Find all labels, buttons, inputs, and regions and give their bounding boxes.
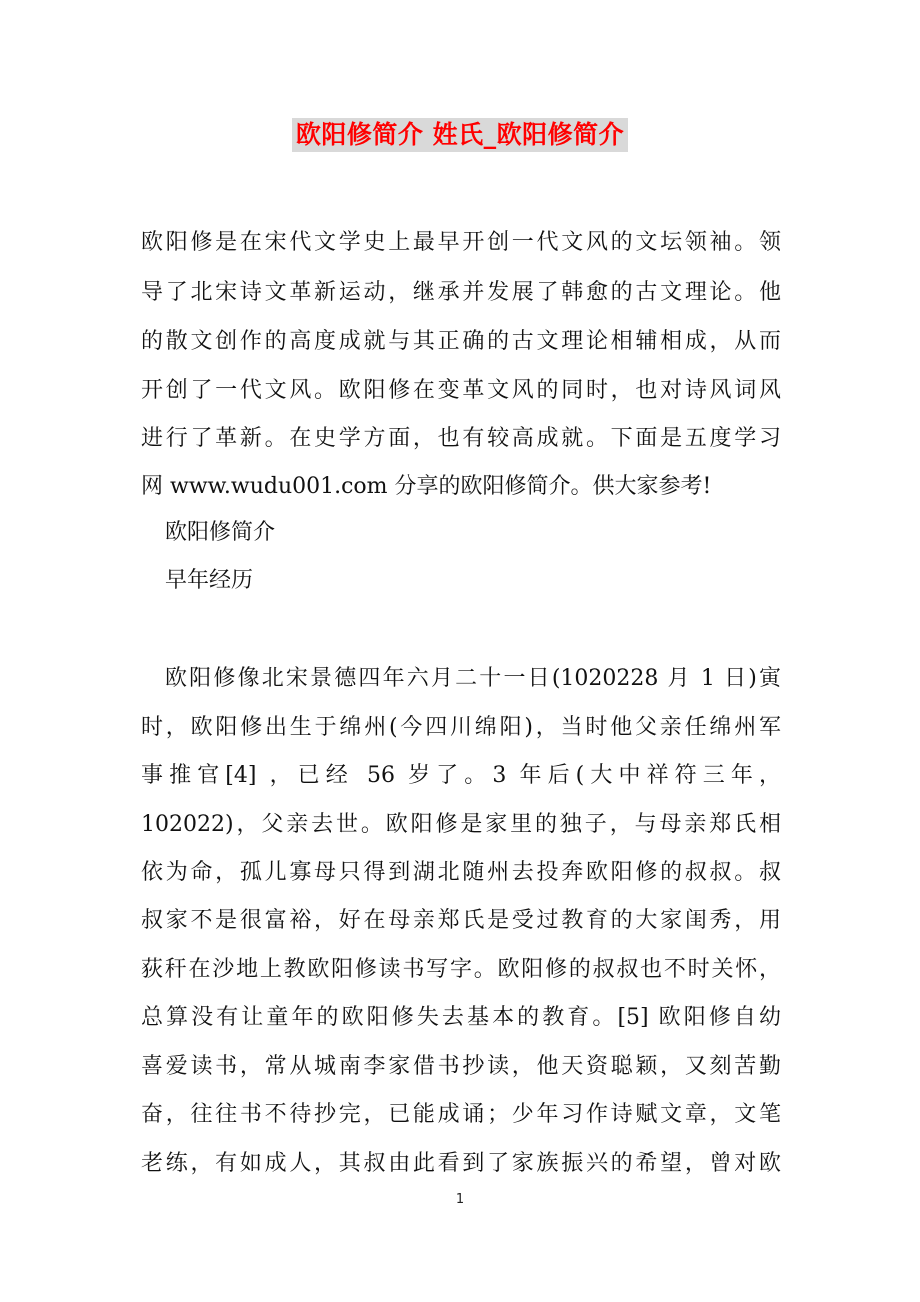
subsection-heading: 早年经历 (165, 568, 254, 593)
body-line: 奋，往往书不待抄完，已能成诵；少年习作诗赋文章，文笔 (141, 1102, 781, 1127)
title-container (0, 118, 920, 152)
body-line: 依为命，孤儿寡母只得到湖北随州去投奔欧阳修的叔叔。叔 (141, 860, 781, 885)
intro-line: 欧阳修是在宋代文学史上最早开创一代文风的文坛领袖。领 (141, 230, 781, 255)
body-line: 总算没有让童年的欧阳修失去基本的教育。[5] 欧阳修自幼 (141, 1005, 781, 1030)
body-line: 荻秆在沙地上教欧阳修读书写字。欧阳修的叔叔也不时关怀， (141, 957, 781, 982)
page-title: 欧阳修简介 姓氏_欧阳修简介 (292, 118, 628, 152)
intro-line: 开创了一代文风。欧阳修在变革文风的同时，也对诗风词风 (141, 378, 781, 403)
intro-line: 的散文创作的高度成就与其正确的古文理论相辅相成，从而 (141, 329, 781, 354)
body-line: 喜爱读书，常从城南李家借书抄读，他天资聪颖，又刻苦勤 (141, 1054, 781, 1079)
intro-line: 进行了革新。在史学方面，也有较高成就。下面是五度学习 (141, 426, 781, 451)
body-line: 叔家不是很富裕，好在母亲郑氏是受过教育的大家闺秀，用 (141, 908, 781, 933)
page-number: 1 (455, 1192, 465, 1207)
body-line: 102022)，父亲去世。欧阳修是家里的独子，与母亲郑氏相 (141, 812, 781, 837)
body-line: 欧阳修像北宋景德四年六月二十一日(1020228 月 1 日)寅 (165, 666, 781, 691)
intro-line: 网 www.wudu001.com 分享的欧阳修简介。供大家参考! (141, 474, 712, 499)
intro-line: 导了北宋诗文革新运动，继承并发展了韩愈的古文理论。他 (141, 280, 781, 305)
body-line: 时，欧阳修出生于绵州(今四川绵阳)，当时他父亲任绵州军 (141, 715, 781, 740)
body-line: 老练，有如成人，其叔由此看到了家族振兴的希望，曾对欧 (141, 1151, 781, 1176)
body-line: 事推官[4] ，已经 56 岁了。3 年后(大中祥符三年， (141, 763, 781, 788)
section-heading: 欧阳修简介 (165, 520, 276, 545)
